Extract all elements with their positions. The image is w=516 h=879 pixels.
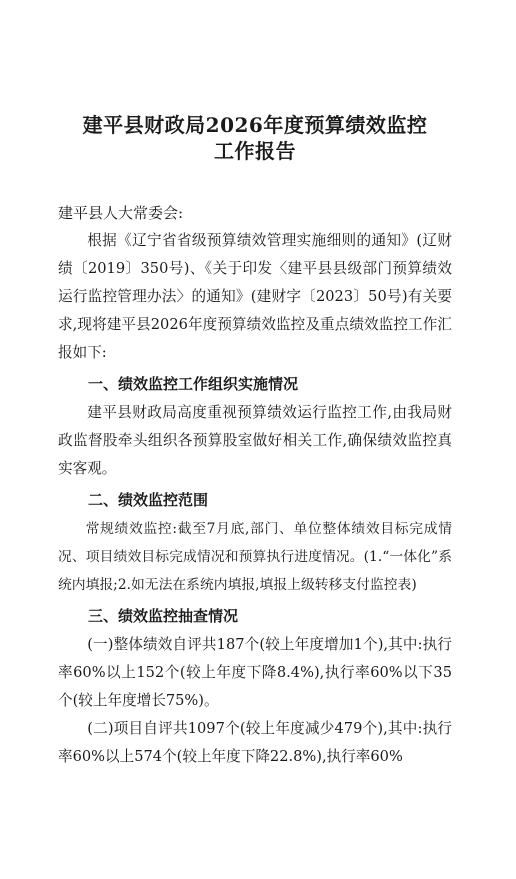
- section-3-paragraph-2: (二)项目自评共1097个(较上年度减少479个),其中:执行率60%以上574个(较上年度下降22.8%),执行率60%: [58, 720, 452, 765]
- section-2-body: 常规绩效监控:截至7月底,部门、单位整体绩效目标完成情况、项目绩效目标完成情况和预算执行进度情况。(1.“一体化”系统内填报;2.如无法在系统内填报,填报上级转移支付监控表): [58, 521, 452, 593]
- document-page: [0, 112, 516, 879]
- document-title: [58, 112, 452, 164]
- section-1-body: 建平县财政局高度重视预算绩效运行监控工作,由我局财政监督股牵头组织各预算股室做好相关工作,确保绩效监控真实客观。: [58, 404, 452, 477]
- intro-paragraph: 根据《辽宁省省级预算绩效管理实施细则的通知》(辽财绩〔2019〕350号)、《关于印发〈建平县县级部门预算绩效运行监控管理办法〉的通知》(建财字〔2023〕50号)有关要求,现将建平县2026年度预算绩效监控及重点绩效监控工作汇报如下:: [58, 232, 452, 361]
- addressee: 建平县人大常委会:: [58, 204, 184, 222]
- section-3-heading: 三、绩效监控抽查情况: [88, 607, 239, 625]
- title-line-2: 工作报告: [214, 139, 296, 163]
- section-3-paragraph-1: (一)整体绩效自评共187个(较上年度增加1个),其中:执行率60%以上152个(较上年度下降8.4%),执行率60%以下35个(较上年度增长75%)。: [58, 636, 452, 709]
- section-2-heading: 二、绩效监控范围: [88, 491, 209, 509]
- title-line-1: 建平县财政局2026年度预算绩效监控: [82, 113, 428, 137]
- section-1-heading: 一、绩效监控工作组织实施情况: [88, 375, 299, 393]
